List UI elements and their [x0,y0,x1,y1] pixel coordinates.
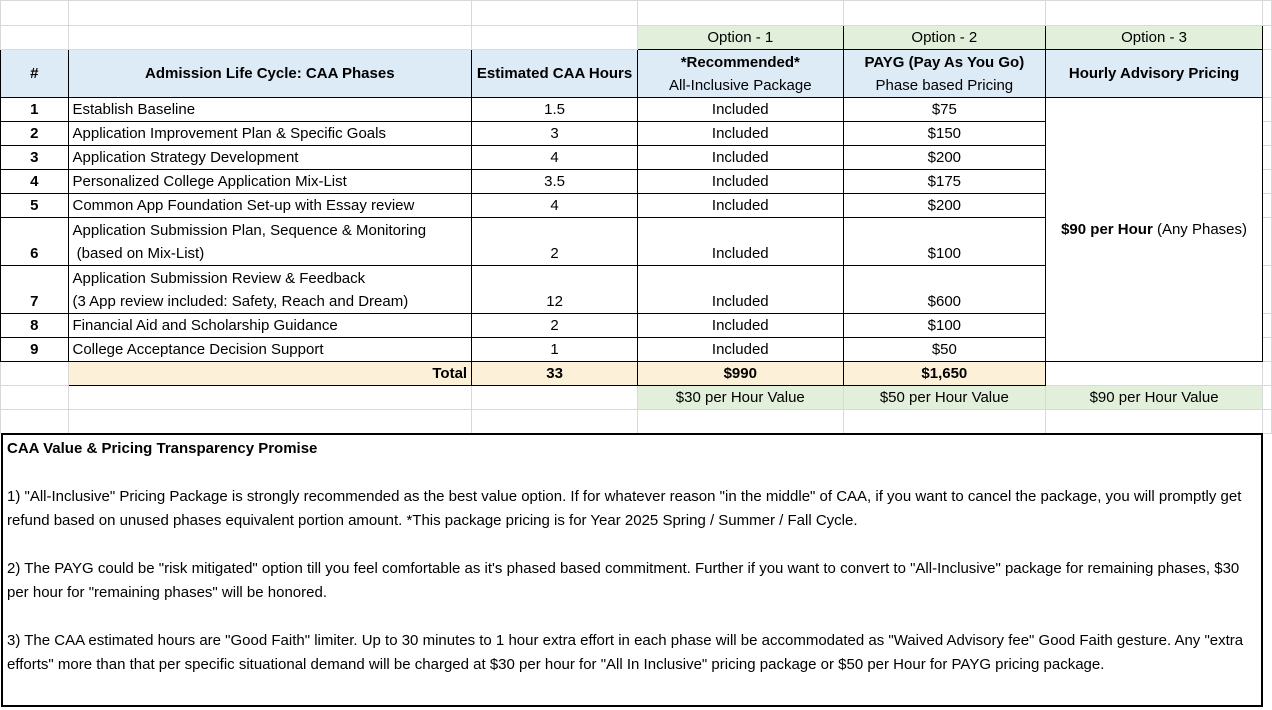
row-phase-line1: Application Submission Plan, Sequence & Monitoring [72,222,427,239]
total-row [1,362,1272,386]
row-option-1[interactable]: Included [638,266,843,314]
row-num[interactable]: 3 [1,146,69,170]
cell[interactable] [638,410,843,434]
cell[interactable] [1262,146,1271,170]
row-option-1[interactable]: Included [638,98,843,122]
cell[interactable] [1,26,69,50]
value-option-2[interactable]: $50 per Hour Value [843,386,1046,410]
header-num[interactable]: # [1,50,69,98]
cell[interactable] [472,386,638,410]
row-hours[interactable]: 4 [472,146,638,170]
row-phase[interactable]: Financial Aid and Scholarship Guidance [68,314,472,338]
option-1-label[interactable]: Option - 1 [638,26,843,50]
cell[interactable] [1262,26,1271,50]
row-num[interactable]: 7 [1,266,69,314]
hourly-rate: $90 per Hour [1061,221,1153,238]
row-num[interactable]: 1 [1,98,69,122]
row-phase-line2: (3 App review included: Safety, Reach and Dream) [72,293,409,310]
cell[interactable] [472,26,638,50]
header-phase[interactable]: Admission Life Cycle: CAA Phases [68,50,472,98]
row-hours[interactable]: 1.5 [472,98,638,122]
hourly-scope: (Any Phases) [1152,221,1248,238]
cell[interactable] [1262,362,1271,386]
cell[interactable] [1262,122,1271,146]
row-option-1[interactable]: Included [638,338,843,362]
row-option-2[interactable]: $50 [843,338,1046,362]
row-num[interactable]: 5 [1,194,69,218]
row-phase[interactable]: Personalized College Application Mix-List [68,170,472,194]
option-2-label[interactable]: Option - 2 [843,26,1046,50]
cell[interactable] [1,386,69,410]
header-option-1-line2: All-Inclusive Package [669,77,812,94]
row-option-2[interactable]: $175 [843,170,1046,194]
row-option-1[interactable]: Included [638,218,843,266]
cell[interactable] [1262,194,1271,218]
cell[interactable] [843,1,1046,26]
row-option-1[interactable]: Included [638,170,843,194]
hourly-rate-cell[interactable] [1046,98,1263,362]
promise-point-2: 2) The PAYG could be "risk mitigated" option till you feel comfortable as it's phased based commitment. Further if you want to convert to "All-Inclusive" package for remaining phases, $30 per hour for "remaining phases" will be honored. [7,560,1240,601]
cell[interactable] [68,1,472,26]
cell[interactable] [68,386,472,410]
row-option-2[interactable]: $150 [843,122,1046,146]
row-option-2[interactable]: $75 [843,98,1046,122]
row-hours[interactable]: 1 [472,338,638,362]
cell[interactable] [1046,410,1263,434]
value-row [1,386,1272,410]
cell[interactable] [1262,1,1271,26]
option-3-label[interactable]: Option - 3 [1046,26,1263,50]
row-hours[interactable]: 2 [472,314,638,338]
row-phase[interactable]: Application Improvement Plan & Specific Goals [68,122,472,146]
cell[interactable] [1262,50,1271,98]
cell[interactable] [1262,314,1271,338]
row-option-2[interactable]: $200 [843,146,1046,170]
promise-title: CAA Value & Pricing Transparency Promise [7,440,318,457]
header-option-2-line2: Phase based Pricing [875,77,1014,94]
cell[interactable] [638,1,843,26]
cell[interactable] [1262,266,1271,314]
row-phase[interactable]: College Acceptance Decision Support [68,338,472,362]
row-option-1[interactable]: Included [638,194,843,218]
row-option-2[interactable]: $100 [843,314,1046,338]
cell[interactable] [472,1,638,26]
row-phase-line1: Application Submission Review & Feedback [72,270,366,287]
promise-point-1: 1) "All-Inclusive" Pricing Package is strongly recommended as the best value option. If for whatever reason "in the middle" of CAA, if you want to cancel the package, you will promptly get refund based on unused phases equivalent portion amount. *This package pricing is for Year 2025 Spring / Summer / Fall Cycle. [7,488,1242,529]
cell[interactable] [1262,218,1271,266]
row-option-1[interactable]: Included [638,314,843,338]
cell[interactable] [1262,410,1271,434]
row-phase[interactable]: Common App Foundation Set-up with Essay review [68,194,472,218]
header-option-1-line1: *Recommended* [680,54,800,71]
row-option-2[interactable]: $100 [843,218,1046,266]
table-row [1,98,1272,122]
row-option-1[interactable]: Included [638,146,843,170]
header-hours[interactable]: Estimated CAA Hours [472,50,638,98]
cell[interactable] [472,410,638,434]
row-option-2[interactable]: $200 [843,194,1046,218]
header-option-2[interactable] [843,50,1046,98]
value-option-1[interactable]: $30 per Hour Value [638,386,843,410]
row-num[interactable]: 9 [1,338,69,362]
header-option-1[interactable] [638,50,843,98]
header-option-3[interactable]: Hourly Advisory Pricing [1046,50,1263,98]
cell[interactable] [1262,98,1271,122]
row-num[interactable]: 4 [1,170,69,194]
total-option-2[interactable]: $1,650 [843,362,1046,386]
row-hours[interactable]: 2 [472,218,638,266]
value-option-3[interactable]: $90 per Hour Value [1046,386,1263,410]
row-num[interactable]: 8 [1,314,69,338]
cell[interactable] [1,410,69,434]
row-num[interactable]: 2 [1,122,69,146]
row-num[interactable]: 6 [1,218,69,266]
cell[interactable] [1046,362,1263,386]
cell[interactable] [1262,338,1271,362]
row-hours[interactable]: 3.5 [472,170,638,194]
cell[interactable] [1262,170,1271,194]
cell[interactable] [68,26,472,50]
row-hours[interactable]: 4 [472,194,638,218]
row-hours[interactable]: 12 [472,266,638,314]
cell[interactable] [68,410,472,434]
cell[interactable] [1,1,69,26]
cell[interactable] [843,410,1046,434]
cell[interactable] [1,362,69,386]
row-phase[interactable] [68,218,472,266]
row-phase[interactable]: Establish Baseline [68,98,472,122]
row-phase[interactable]: Application Strategy Development [68,146,472,170]
total-hours[interactable]: 33 [472,362,638,386]
total-label[interactable]: Total [68,362,472,386]
header-option-2-line1: PAYG (Pay As You Go) [864,54,1025,71]
promise-point-3: 3) The CAA estimated hours are "Good Faith" limiter. Up to 30 minutes to 1 hour extra effort in each phase will be accommodated as "Waived Advisory fee" Good Faith gesture. Any "extra efforts" more than that per specific situational demand will be charged at $30 per hour for "All In Inclusive" pricing package or $50 per Hour for PAYG pricing package. [7,632,1244,673]
row-hours[interactable]: 3 [472,122,638,146]
row-option-2[interactable]: $600 [843,266,1046,314]
cell[interactable] [1262,386,1271,410]
row-phase[interactable] [68,266,472,314]
cell[interactable] [1046,1,1263,26]
row-option-1[interactable]: Included [638,122,843,146]
total-option-1[interactable]: $990 [638,362,843,386]
pricing-promise-box[interactable] [1,433,1263,707]
row-phase-line2: (based on Mix-List) [72,245,205,262]
